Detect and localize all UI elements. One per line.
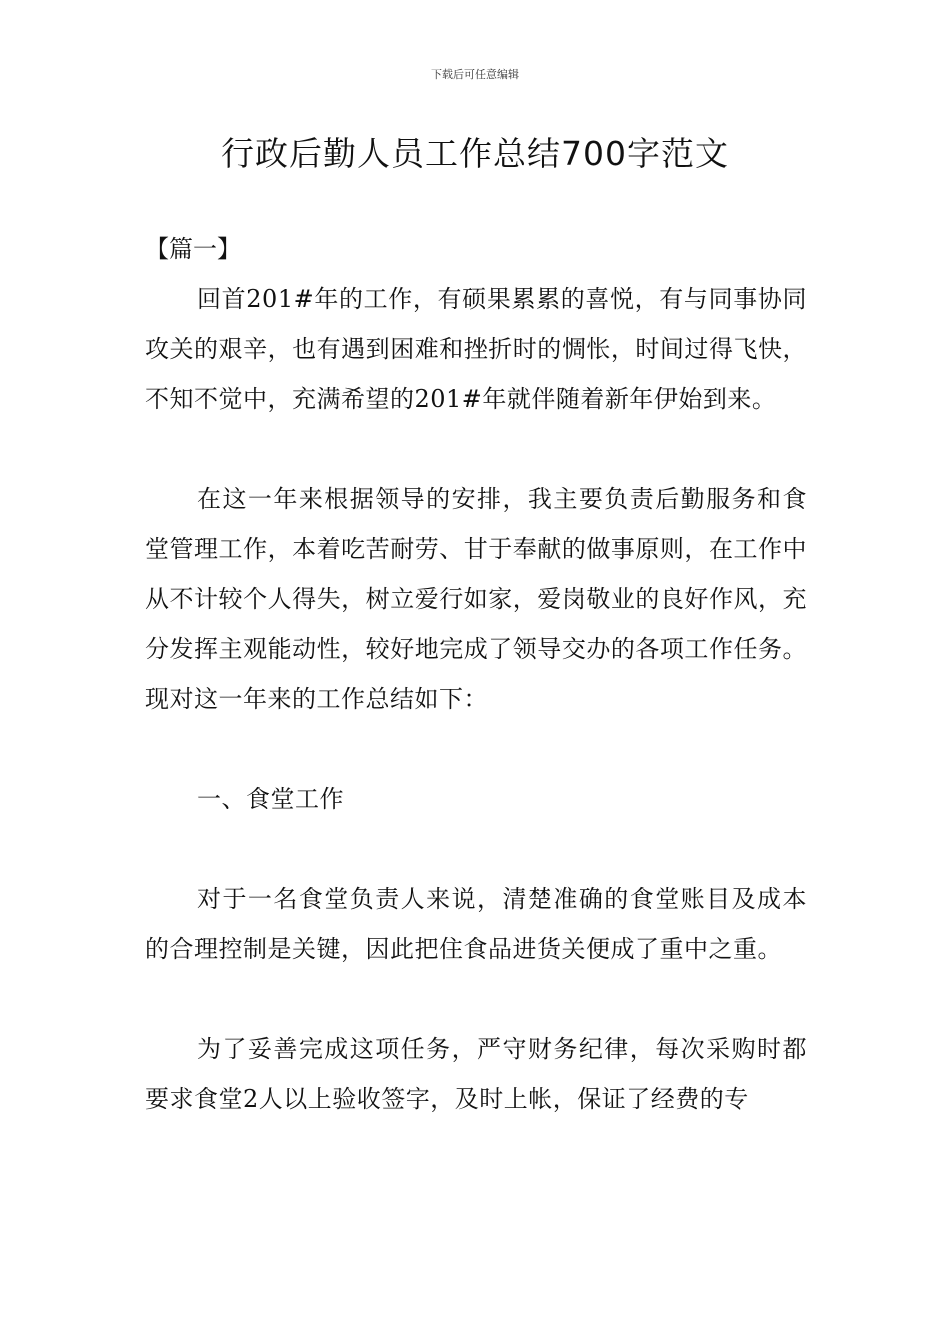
document-body [145,224,807,1124]
paragraph-spacer [145,424,807,474]
paragraph-spacer [145,824,807,874]
paragraph-spacer [145,724,807,774]
paragraph-spacer [145,974,807,1024]
subheading-canteen-work: 一、食堂工作 [197,785,344,813]
paragraph-cost-control: 对于一名食堂负责人来说，清楚准确的食堂账目及成本的合理控制是关键，因此把住食品进货关便成了重中之重。 [145,885,807,963]
page-header-note: 下载后可任意编辑 [431,68,519,81]
paragraph-procurement: 为了妥善完成这项任务，严守财务纪律，每次采购时都要求食堂2人以上验收签字，及时上帐，保证了经费的专 [145,1035,807,1113]
document-title: 行政后勤人员工作总结700字范文 [221,134,729,173]
paragraph-responsibilities: 在这一年来根据领导的安排，我主要负责后勤服务和食堂管理工作，本着吃苦耐劳、甘于奉献的做事原则，在工作中从不计较个人得失，树立爱行如家，爱岗敬业的良好作风，充分发挥主观能动性，较好地完成了领导交办的各项工作任务。现对这一年来的工作总结如下： [145,485,807,713]
paragraph-intro: 回首201#年的工作，有硕果累累的喜悦，有与同事协同攻关的艰辛，也有遇到困难和挫折时的惆怅，时间过得飞快，不知不觉中，充满希望的201#年就伴随着新年伊始到来。 [145,285,807,413]
section-label: 【篇一】 [145,235,241,263]
